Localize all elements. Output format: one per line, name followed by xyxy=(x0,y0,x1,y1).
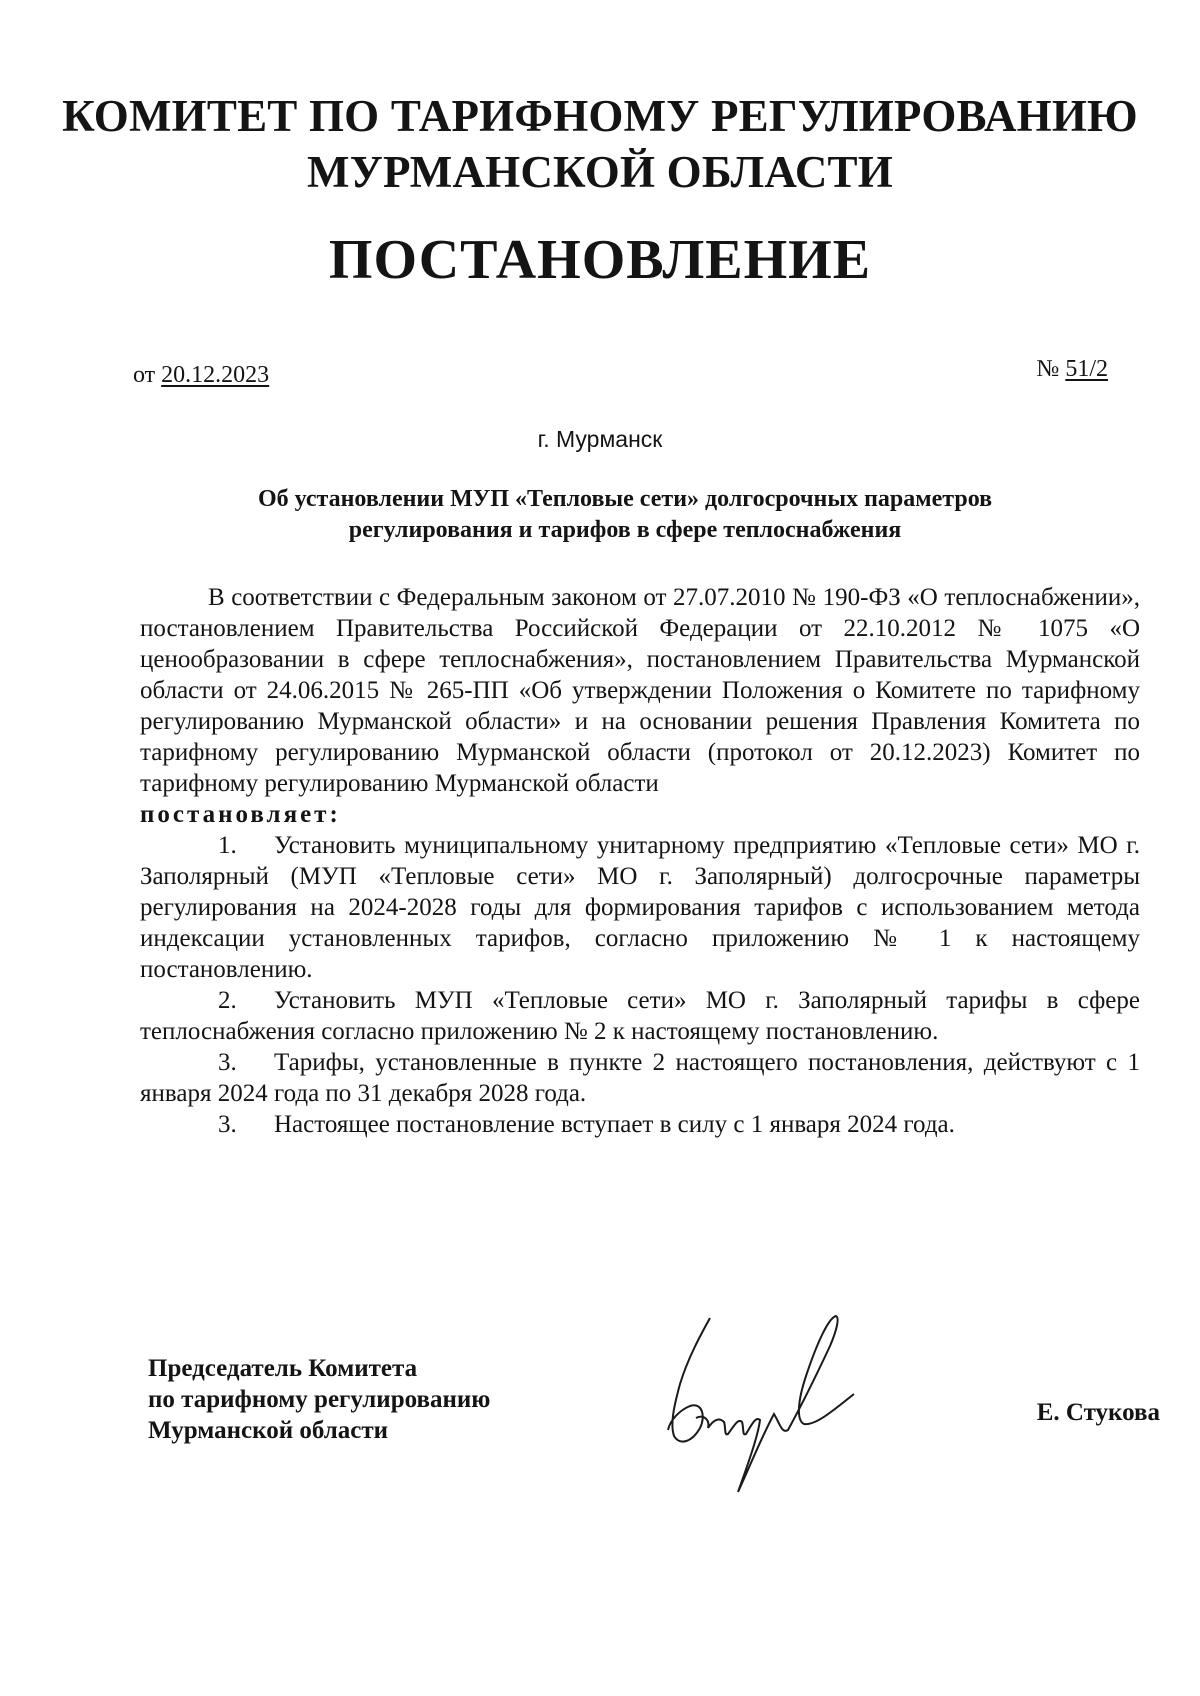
preamble-paragraph: В соответствии с Федеральным законом от 27.07.2010 № 190-ФЗ «О теплоснабжении», постановлением Правительства Российской Федерации от 22.10.2012 № 1075 «О ценообразовании в сфере теплоснабжения», постановлением Правительства Мурманской области от 24.06.2015 № 265-ПП «Об утверждении Положения о Комитете по тарифному регулированию Мурманской области» и на основании решения Правления Комитета по тарифному регулированию Мурманской области (протокол от 20.12.2023) Комитет по тарифному регулированию Мурманской области xyxy=(140,584,1140,797)
item-number: 3. xyxy=(218,1049,237,1076)
list-item xyxy=(140,1109,1140,1140)
position-line1: Председатель Комитета xyxy=(148,1355,418,1382)
number-prefix: № xyxy=(1036,356,1060,382)
item-text: Установить муниципальному унитарному предприятию «Тепловые сети» МО г. Заполярный (МУП «Тепловые сети» МО г. Заполярный) долгосрочные параметры регулирования на 2024-2028 годы для формирования тарифов с использованием метода индексации установленных тарифов, согласно приложению № 1 к настоящему постановлению. xyxy=(140,832,1140,983)
list-item xyxy=(140,830,1140,985)
city: г. Мурманск xyxy=(537,426,663,452)
document-subject xyxy=(140,484,1110,546)
position-line2: по тарифному регулированию xyxy=(148,1386,491,1413)
item-number: 2. xyxy=(218,987,237,1014)
date-value: 20.12.2023 xyxy=(161,362,270,388)
document-body xyxy=(140,582,1140,1140)
item-number: 3. xyxy=(218,1111,237,1138)
handwritten-signature xyxy=(640,1296,880,1511)
document-kind: ПОСТАНОВЛЕНИЕ xyxy=(328,229,872,291)
subject-line2: регулирования и тарифов в сфере теплоснабжения xyxy=(348,517,902,543)
resolves-word: постановляет: xyxy=(140,801,341,828)
organization-title xyxy=(0,88,1200,200)
organization-title-line2: МУРМАНСКОЙ ОБЛАСТИ xyxy=(307,147,893,197)
signatory-name: Е. Стукова xyxy=(1036,1399,1160,1426)
number-value: 51/2 xyxy=(1065,356,1108,382)
document-date xyxy=(133,360,269,390)
item-text: Установить МУП «Тепловые сети» МО г. Заполярный тарифы в сфере теплоснабжения согласно приложению № 2 к настоящему постановлению. xyxy=(140,987,1140,1045)
organization-title-line1: КОМИТЕТ ПО ТАРИФНОМУ РЕГУЛИРОВАНИЮ xyxy=(62,91,1138,141)
item-text: Тарифы, установленные в пункте 2 настоящего постановления, действуют с 1 января 2024 года по 31 декабря 2028 года. xyxy=(140,1049,1140,1107)
item-text: Настоящее постановление вступает в силу с 1 января 2024 года. xyxy=(274,1111,955,1138)
document-number xyxy=(1036,354,1108,384)
subject-line1: Об установлении МУП «Тепловые сети» долгосрочных параметров xyxy=(257,486,993,512)
signatory-position xyxy=(148,1353,490,1446)
list-item xyxy=(140,985,1140,1047)
item-number: 1. xyxy=(218,832,237,859)
list-item xyxy=(140,1047,1140,1109)
position-line3: Мурманской области xyxy=(148,1417,389,1444)
date-prefix: от xyxy=(133,362,156,388)
